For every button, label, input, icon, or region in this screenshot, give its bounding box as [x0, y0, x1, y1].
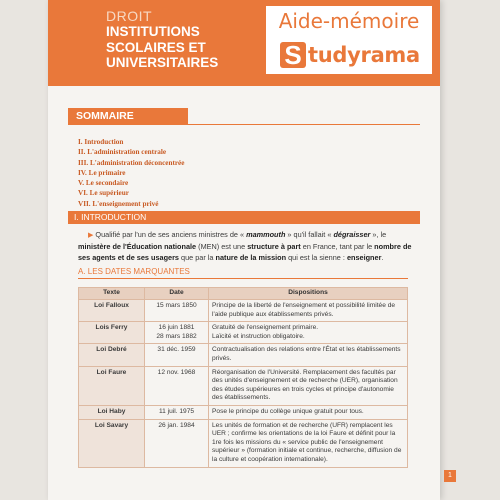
toc-item: VII. L'enseignement privé [78, 199, 159, 208]
intro-text: qui est la sienne : [286, 253, 347, 262]
intro-emphasis: ministère de l'Éducation nationale [78, 242, 197, 251]
intro-text: » qu'il fallait « [285, 230, 334, 239]
intro-text: en France, tant par le [300, 242, 375, 251]
dates-table [78, 287, 408, 468]
table-row [79, 300, 408, 322]
table-of-contents [78, 137, 184, 209]
toc-item: IV. Le primaire [78, 168, 126, 177]
cell-dispositions: Les unités de formation et de recherche (UFR) remplacent les UER ; confirme les orientations de la loi Faure et définit pour la 1re fois les missions du « service public de l'enseignement supérieur » (formation initiale et continue, recherche, diffusion de la culture et coopération internationale). [209, 419, 408, 467]
logo-initial: S [284, 40, 302, 70]
book-title-line: SCOLAIRES ET [106, 39, 206, 55]
cell-date: 12 nov. 1968 [145, 366, 209, 405]
intro-text: . [381, 253, 384, 262]
cell-texte: Lois Ferry [79, 322, 145, 344]
table-row [79, 419, 408, 467]
cell-dispositions: Réorganisation de l'Université. Remplacement des facultés par des unités d'enseignement et de recherche (UER), organisation des études supérieures en trois cycles et principe d'autonomie des établissements. [209, 366, 408, 405]
column-header: Date [145, 288, 209, 300]
toc-item: II. L'administration centrale [78, 148, 167, 157]
cell-texte: Loi Debré [79, 344, 145, 366]
book-title-line: UNIVERSITAIRES [106, 55, 219, 70]
table-row [79, 405, 408, 419]
sommaire-heading [68, 108, 188, 124]
toc-item: III. L'administration déconcentrée [78, 158, 185, 167]
section-heading [68, 211, 420, 224]
table-row [79, 366, 408, 405]
cell-texte: Loi Savary [79, 419, 145, 467]
cell-texte: Loi Haby [79, 405, 145, 419]
intro-paragraph [78, 229, 418, 263]
cell-dispositions: Principe de la liberté de l'enseignement et possibilité limitée de l'aide publique aux établissements privés. [209, 300, 408, 322]
intro-text: (MEN) est une [196, 242, 248, 251]
cell-dispositions: Gratuité de l'enseignement primaire. Laïcité et instruction obligatoire. [209, 322, 408, 344]
column-header: Dispositions [209, 288, 408, 300]
series-badge [264, 4, 434, 76]
subsection-heading: A. LES DATES MARQUANTES [78, 267, 190, 276]
table-row [79, 322, 408, 344]
page-header [48, 0, 440, 86]
sommaire-divider [68, 124, 420, 125]
toc-item: V. Le secondaire [78, 179, 129, 188]
book-title-line: INSTITUTIONS [106, 24, 200, 39]
cell-dispositions: Contractualisation des relations entre l'État et les établissements privés. [209, 344, 408, 366]
domain-label: DROIT [106, 8, 153, 24]
column-header: Texte [79, 288, 145, 300]
cell-date: 31 déc. 1959 [145, 344, 209, 366]
series-name: Aide-mémoire [278, 9, 420, 33]
subsection-divider [78, 278, 408, 279]
intro-emphasis: nature de la mission [215, 253, 287, 262]
intro-emphasis: mammouth [246, 230, 286, 239]
logo-wordmark: tudyrama [308, 43, 420, 67]
cell-date: 11 juil. 1975 [145, 405, 209, 419]
intro-text: », le [370, 230, 387, 239]
toc-item: VI. Le supérieur [78, 189, 129, 198]
document-page [48, 0, 452, 500]
section-label: I. INTRODUCTION [74, 212, 147, 222]
cell-date: 15 mars 1850 [145, 300, 209, 322]
intro-text: Qualifié par l'un de ses anciens ministres de « [95, 230, 247, 239]
studyrama-logo [280, 40, 420, 70]
cell-dispositions: Pose le principe du collège unique gratuit pour tous. [209, 405, 408, 419]
cell-texte: Loi Falloux [79, 300, 145, 322]
arrow-icon: ▶ [88, 232, 94, 239]
table-row [79, 344, 408, 366]
book-title [106, 24, 266, 71]
table-header-row [79, 288, 408, 300]
toc-item: I. Introduction [78, 138, 124, 146]
intro-emphasis: enseigner [346, 253, 382, 262]
intro-emphasis: structure à part [247, 242, 301, 251]
cell-date: 16 juin 1881 28 mars 1882 [145, 322, 209, 344]
intro-text: que par la [179, 253, 216, 262]
intro-emphasis: dégraisser [333, 230, 371, 239]
cell-texte: Loi Faure [79, 366, 145, 405]
cell-date: 26 jan. 1984 [145, 419, 209, 467]
sommaire-label: SOMMAIRE [76, 110, 134, 122]
page-number: 1 [444, 470, 456, 482]
intro-emphasis: nombre de ses agents et de ses usagers [78, 242, 412, 262]
